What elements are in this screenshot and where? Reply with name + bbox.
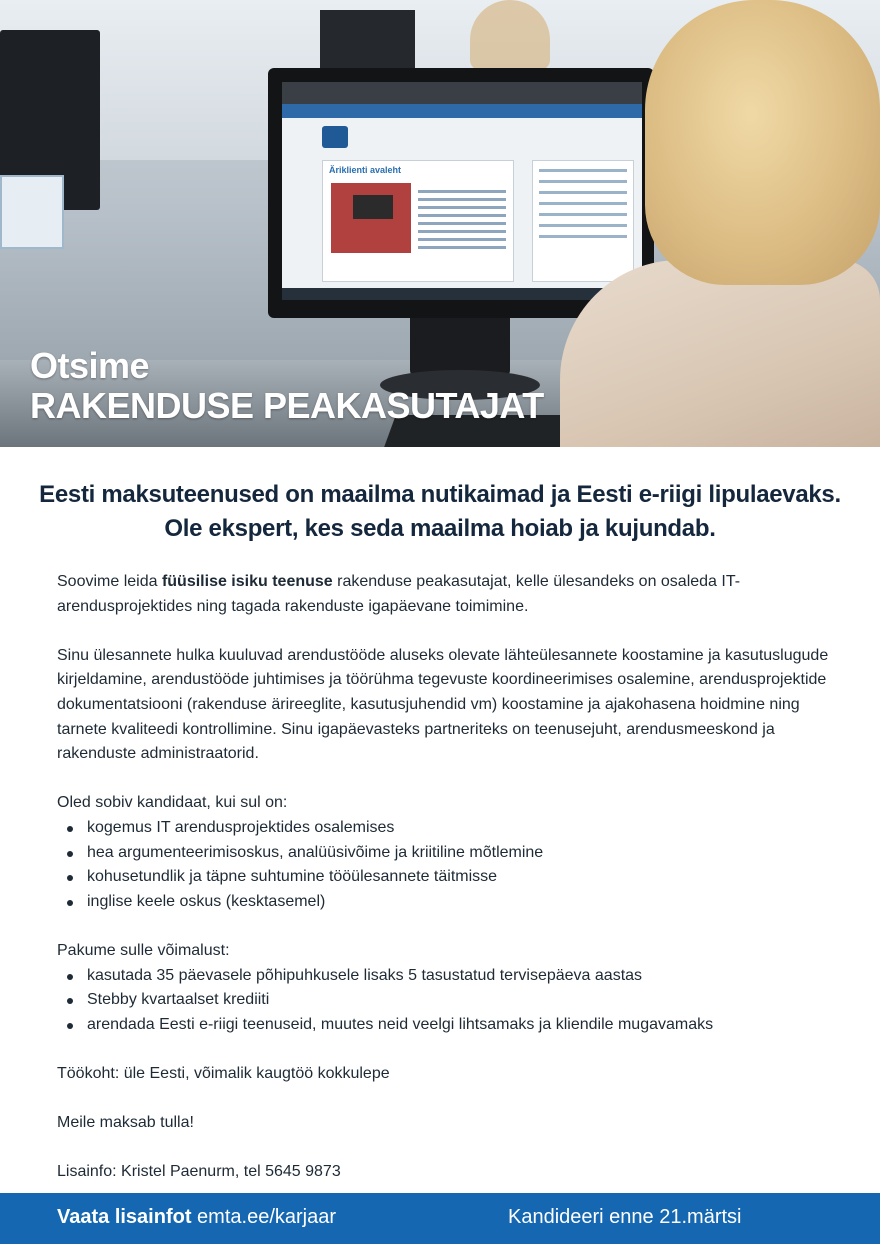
list-item: kohusetundlik ja täpne suhtumine tööülesannete täitmisse (57, 865, 847, 890)
more-info-label: Vaata lisainfot (57, 1206, 192, 1228)
intro-paragraph (57, 570, 847, 619)
list-item: hea argumenteerimisoskus, analüüsivõime ja kriitiline mõtlemine (57, 841, 847, 866)
intro-text: Soovime leida (57, 573, 162, 590)
list-item: kogemus IT arendusprojektides osalemises (57, 816, 847, 841)
headline (0, 478, 880, 546)
requirements-heading: Oled sobiv kandidaat, kui sul on: (57, 794, 288, 812)
duties-paragraph: Sinu ülesannete hulka kuuluvad arendustööde aluseks olevate lähteülesannete koostamine ja kasutuslugude kirjeldamine, arendustööde juhtimises ja töörühma tegevuste koordineerimises osalemine, arendusprojektide dokumentatsiooni (rakenduse ärireeglite, kasutusjuhendid vm) koostamine ja ajakohasena hoidmine ning tarnete kvaliteedi kontrollimine. Sinu igapäevasteks partneriteks on teenusejuht, arendusmeeskond ja rakenduste administraatorid. (57, 646, 829, 763)
hero-title (30, 346, 544, 426)
list-item: inglise keele oskus (kesktasemel) (57, 890, 847, 915)
list-item: arendada Eesti e-riigi teenuseid, muutes neid veelgi lihtsamaks ja kliendile mugavamaks (57, 1013, 847, 1038)
requirements-list (57, 816, 847, 914)
hero-title-line1: Otsime (30, 345, 150, 386)
background-person (470, 0, 550, 70)
emta-logo-icon (322, 126, 348, 148)
intro-text-end: rakenduse peakasutajat, kelle ülesandeks on osaleda IT-arendusprojektides ning tagada rakenduste igapäevane toimimine. (57, 573, 741, 615)
headline-line2: Ole ekspert, kes seda maailma hoiab ja kujundab. (164, 515, 716, 542)
monitor-screen (282, 82, 642, 300)
woman-head (645, 0, 880, 285)
more-info-link[interactable] (57, 1206, 336, 1229)
hero-photo (0, 0, 880, 447)
offer-heading: Pakume sulle võimalust: (57, 941, 230, 959)
offer-list (57, 964, 847, 1038)
background-shelf (0, 175, 64, 249)
headline-line1: Eesti maksuteenused on maailma nutikaimad ja Eesti e-riigi lipulaevaks. (39, 481, 841, 508)
location-text: Töökoht: üle Eesti, võimalik kaugtöö kokkulepe (57, 1064, 390, 1082)
contact-text: Lisainfo: Kristel Paenurm, tel 5645 9873 (57, 1163, 341, 1181)
intro-bold-text: füüsilise isiku teenuse (161, 573, 333, 590)
list-item: kasutada 35 päevasele põhipuhkusele lisaks 5 tasustatud tervisepäeva aastas (57, 964, 847, 989)
deadline-text: Kandideeri enne 21.märtsi (508, 1206, 742, 1228)
footer-bar (0, 1193, 880, 1244)
list-item: Stebby kvartaalset krediiti (57, 988, 847, 1013)
more-info-url: emta.ee/karjaar (191, 1206, 337, 1228)
woman-shoulder (560, 260, 880, 447)
job-description (57, 570, 847, 1185)
hero-title-line2: RAKENDUSE PEAKASUTAJAT (30, 385, 544, 426)
screen-heading: Äriklienti avaleht (329, 165, 402, 175)
welcome-text: Meile maksab tulla! (57, 1114, 194, 1132)
